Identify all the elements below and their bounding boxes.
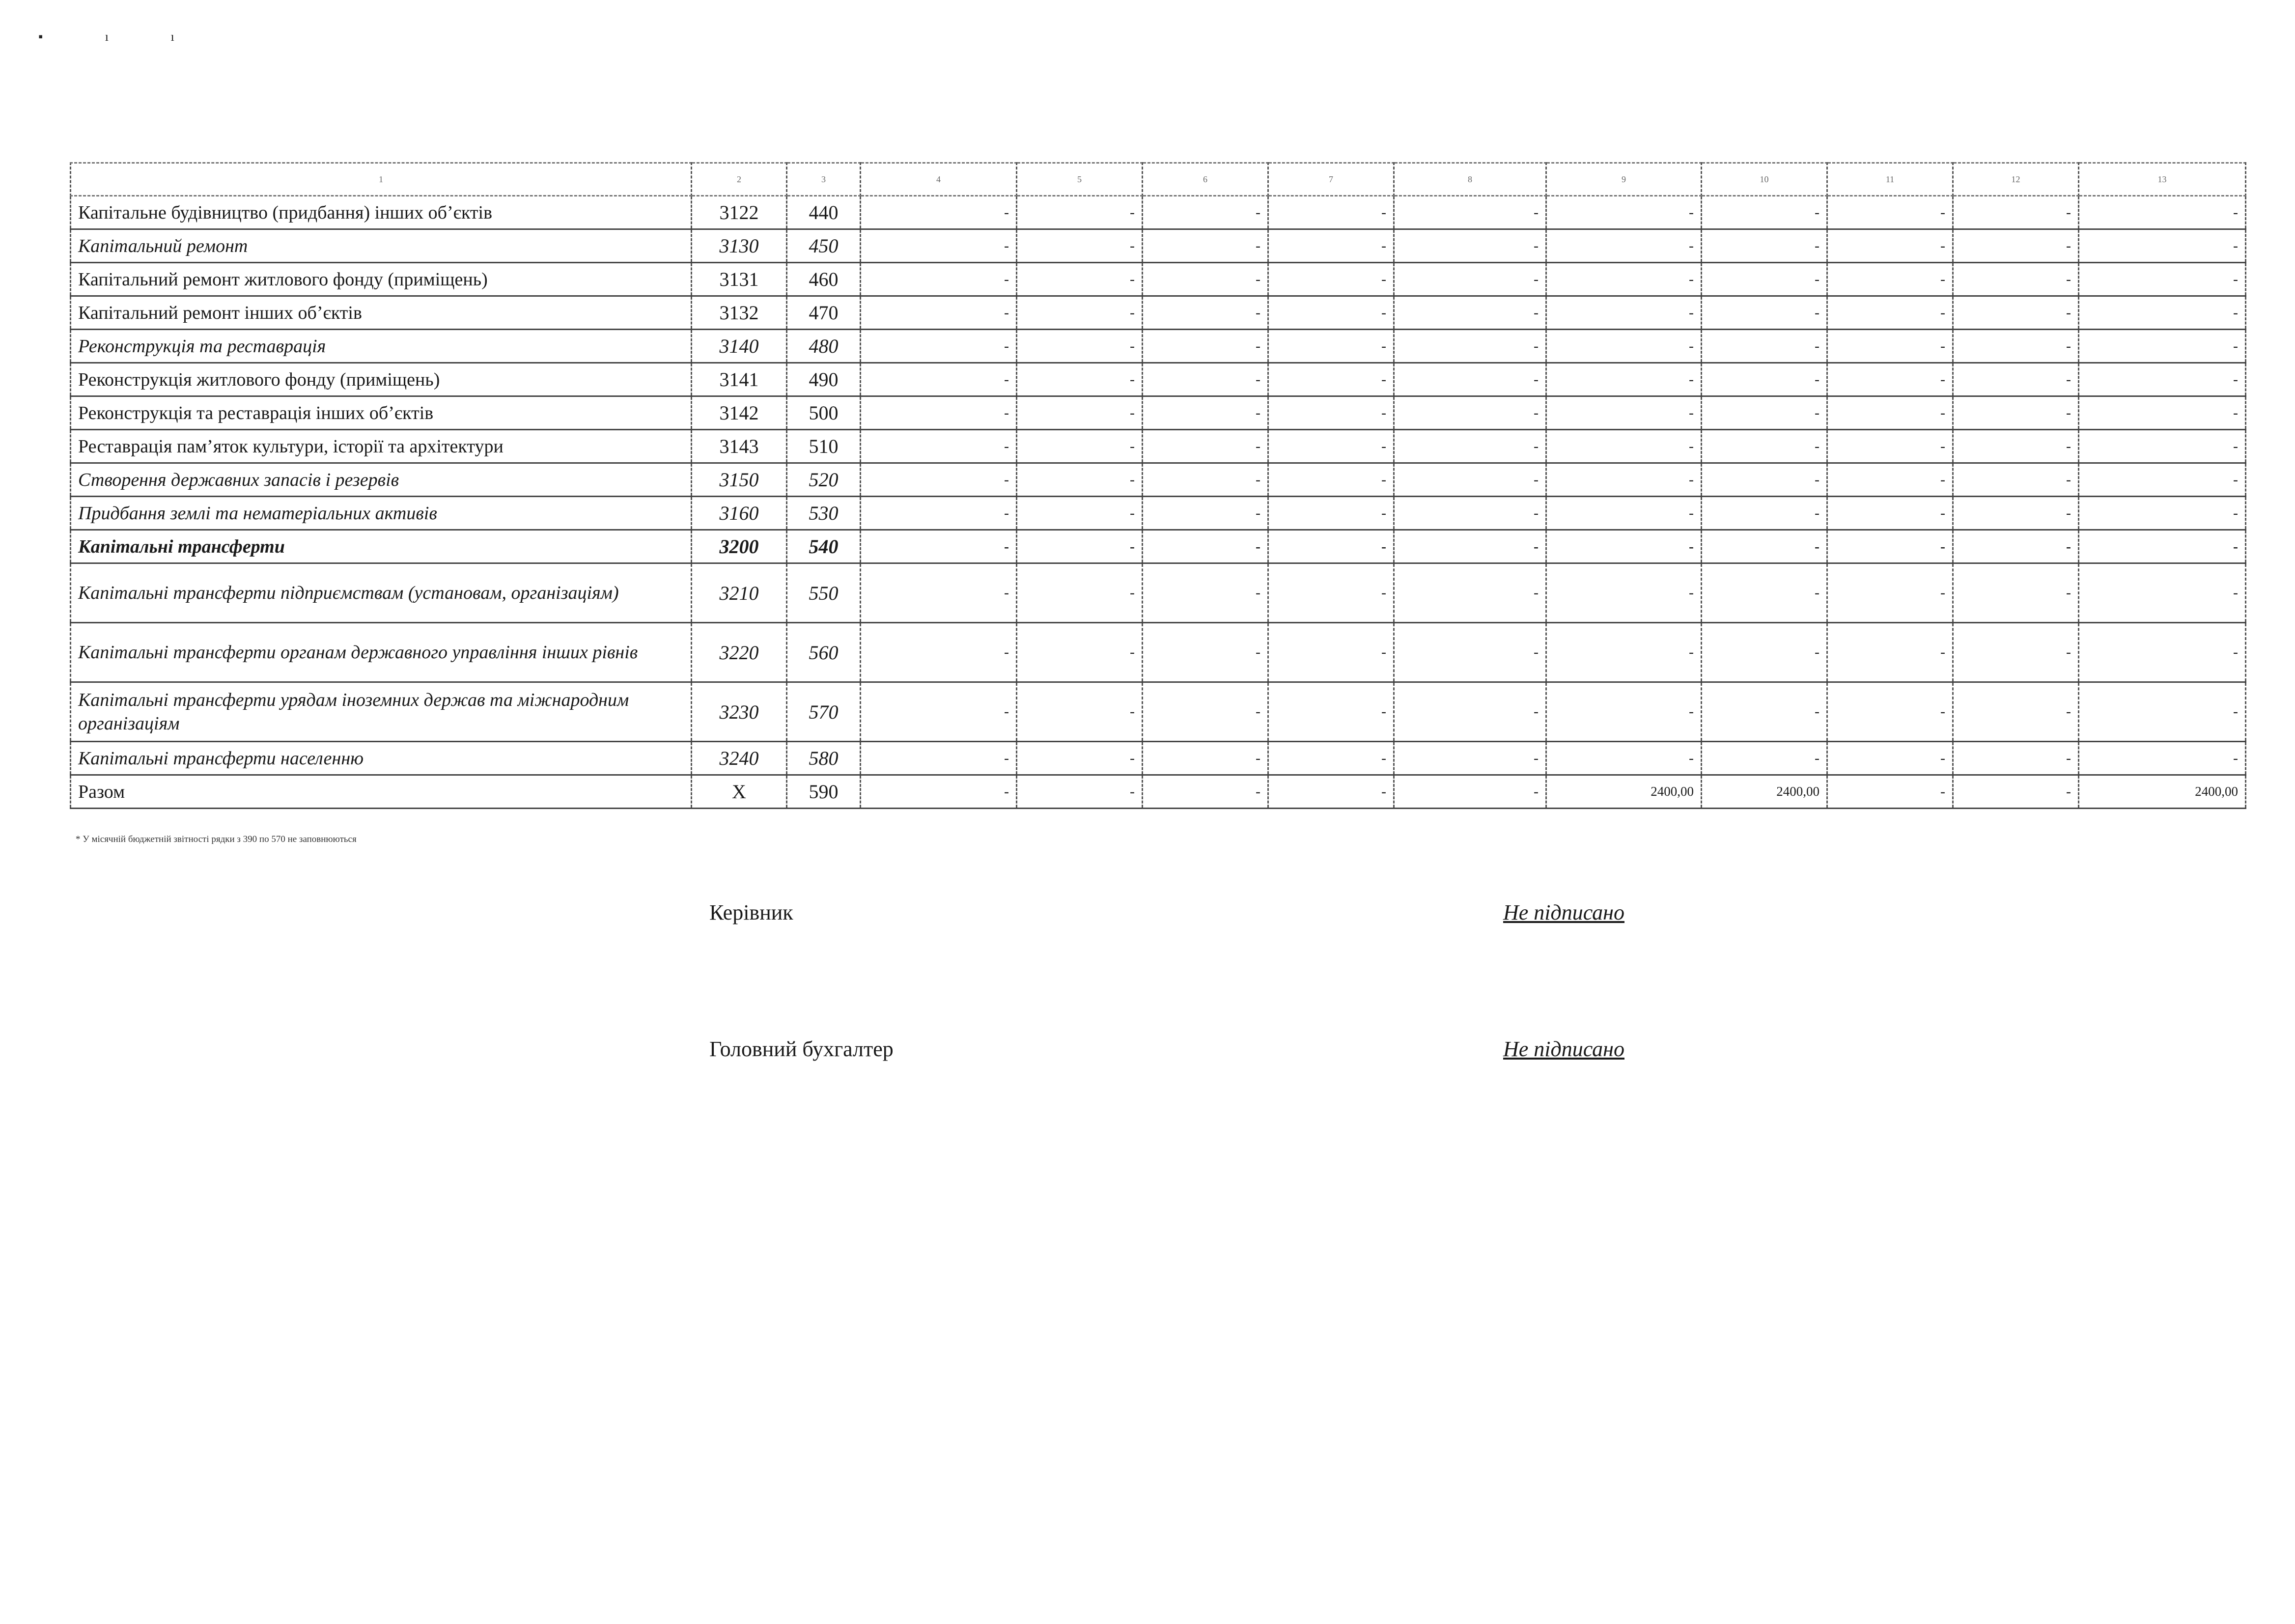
- value-cell: -: [2079, 229, 2246, 263]
- value-cell: -: [2079, 682, 2246, 742]
- value-cell: -: [2079, 330, 2246, 363]
- table-row: [71, 296, 2246, 330]
- value-cell: -: [1827, 530, 1953, 563]
- value-cell: 2400,00: [2079, 775, 2246, 809]
- value-cell: -: [1143, 396, 1268, 430]
- value-cell: -: [1017, 682, 1143, 742]
- value-cell: -: [1827, 296, 1953, 330]
- value-cell: -: [1953, 196, 2079, 229]
- value-cell: -: [2079, 530, 2246, 563]
- value-cell: -: [1394, 530, 1546, 563]
- value-cell: -: [1143, 775, 1268, 809]
- row-name: Придбання землі та нематеріальних активів: [71, 497, 692, 530]
- column-number-row: [71, 163, 2246, 196]
- value-cell: -: [1827, 196, 1953, 229]
- row-name: Капітальні трансферти органам державного управління інших рівнів: [71, 623, 692, 682]
- value-cell: -: [1827, 229, 1953, 263]
- table-row: [71, 196, 2246, 229]
- value-cell: -: [1702, 497, 1827, 530]
- value-cell: -: [1827, 263, 1953, 296]
- value-cell: -: [861, 330, 1017, 363]
- column-number: 10: [1702, 163, 1827, 196]
- row-name: Створення державних запасів і резервів: [71, 463, 692, 497]
- value-cell: -: [1394, 363, 1546, 396]
- value-cell: -: [1546, 430, 1702, 463]
- value-cell: -: [1143, 363, 1268, 396]
- value-cell: -: [1827, 742, 1953, 775]
- value-cell: -: [1268, 196, 1394, 229]
- value-cell: -: [1017, 463, 1143, 497]
- director-label: Керівник: [709, 900, 793, 924]
- value-cell: -: [1394, 775, 1546, 809]
- value-cell: -: [1953, 296, 2079, 330]
- value-cell: -: [1702, 263, 1827, 296]
- column-number: 3: [787, 163, 861, 196]
- value-cell: -: [1394, 497, 1546, 530]
- value-cell: -: [1268, 263, 1394, 296]
- value-cell: -: [1394, 563, 1546, 623]
- value-cell: -: [1394, 330, 1546, 363]
- footnote: * У місячній бюджетній звітності рядки з 390 по 570 не заповнюються: [76, 834, 357, 844]
- column-number: 13: [2079, 163, 2246, 196]
- table-row: [71, 497, 2246, 530]
- value-cell: -: [1546, 682, 1702, 742]
- value-cell: -: [1394, 229, 1546, 263]
- value-cell: -: [1017, 363, 1143, 396]
- value-cell: -: [1268, 563, 1394, 623]
- row-kekv-code: 3160: [692, 497, 787, 530]
- value-cell: -: [861, 263, 1017, 296]
- row-name: Капітальні трансферти підприємствам (установам, організаціям): [71, 563, 692, 623]
- value-cell: -: [1143, 563, 1268, 623]
- value-cell: -: [1702, 196, 1827, 229]
- value-cell: -: [1702, 742, 1827, 775]
- value-cell: -: [1546, 330, 1702, 363]
- value-cell: -: [2079, 263, 2246, 296]
- value-cell: -: [1953, 682, 2079, 742]
- value-cell: -: [861, 296, 1017, 330]
- table-row: [71, 363, 2246, 396]
- value-cell: -: [861, 530, 1017, 563]
- row-kekv-code: 3220: [692, 623, 787, 682]
- value-cell: -: [1546, 530, 1702, 563]
- value-cell: -: [1017, 263, 1143, 296]
- value-cell: -: [1268, 463, 1394, 497]
- value-cell: -: [1953, 363, 2079, 396]
- value-cell: -: [1268, 396, 1394, 430]
- row-name: Капітальний ремонт: [71, 229, 692, 263]
- value-cell: -: [861, 563, 1017, 623]
- row-name: Капітальні трансферти населенню: [71, 742, 692, 775]
- value-cell: -: [1827, 623, 1953, 682]
- table-row: [71, 396, 2246, 430]
- value-cell: -: [1143, 330, 1268, 363]
- value-cell: -: [1546, 563, 1702, 623]
- value-cell: -: [1546, 497, 1702, 530]
- value-cell: -: [1143, 463, 1268, 497]
- row-name: Капітальні трансферти: [71, 530, 692, 563]
- value-cell: -: [1546, 396, 1702, 430]
- row-line-code: 590: [787, 775, 861, 809]
- value-cell: -: [1017, 196, 1143, 229]
- value-cell: -: [1953, 623, 2079, 682]
- value-cell: -: [1017, 530, 1143, 563]
- row-name: Разом: [71, 775, 692, 809]
- value-cell: -: [1827, 363, 1953, 396]
- value-cell: -: [1702, 463, 1827, 497]
- row-name: Капітальні трансферти урядам іноземних держав та міжнародним організаціям: [71, 682, 692, 742]
- value-cell: -: [1702, 682, 1827, 742]
- value-cell: -: [861, 396, 1017, 430]
- value-cell: -: [1143, 263, 1268, 296]
- value-cell: -: [1268, 682, 1394, 742]
- director-signature-status: Не підписано: [1503, 900, 1625, 924]
- row-kekv-code: 3122: [692, 196, 787, 229]
- value-cell: -: [1953, 396, 2079, 430]
- value-cell: -: [1143, 497, 1268, 530]
- value-cell: -: [1394, 296, 1546, 330]
- column-number: 1: [71, 163, 692, 196]
- value-cell: -: [1017, 430, 1143, 463]
- row-name: Капітальне будівництво (придбання) інших об’єктів: [71, 196, 692, 229]
- value-cell: -: [1702, 530, 1827, 563]
- value-cell: -: [1394, 430, 1546, 463]
- value-cell: -: [1702, 363, 1827, 396]
- value-cell: -: [1546, 742, 1702, 775]
- value-cell: -: [1268, 775, 1394, 809]
- row-line-code: 550: [787, 563, 861, 623]
- value-cell: -: [1394, 742, 1546, 775]
- row-kekv-code: 3131: [692, 263, 787, 296]
- value-cell: -: [1017, 775, 1143, 809]
- row-name: Капітальний ремонт житлового фонду (приміщень): [71, 263, 692, 296]
- value-cell: -: [1827, 330, 1953, 363]
- column-number: 11: [1827, 163, 1953, 196]
- table-row: [71, 263, 2246, 296]
- value-cell: 2400,00: [1546, 775, 1702, 809]
- value-cell: -: [1394, 263, 1546, 296]
- value-cell: -: [1143, 196, 1268, 229]
- value-cell: -: [1953, 530, 2079, 563]
- value-cell: -: [1953, 463, 2079, 497]
- value-cell: -: [1827, 430, 1953, 463]
- value-cell: -: [1546, 196, 1702, 229]
- value-cell: -: [1143, 430, 1268, 463]
- row-kekv-code: 3200: [692, 530, 787, 563]
- value-cell: -: [2079, 463, 2246, 497]
- value-cell: -: [1394, 682, 1546, 742]
- table-row: [71, 623, 2246, 682]
- chief-accountant-label: Головний бухгалтер: [709, 1037, 894, 1061]
- value-cell: -: [1953, 430, 2079, 463]
- row-line-code: 540: [787, 530, 861, 563]
- row-kekv-code: X: [692, 775, 787, 809]
- value-cell: -: [1827, 775, 1953, 809]
- value-cell: -: [2079, 430, 2246, 463]
- value-cell: -: [1143, 530, 1268, 563]
- value-cell: -: [1702, 296, 1827, 330]
- value-cell: -: [1268, 330, 1394, 363]
- row-line-code: 480: [787, 330, 861, 363]
- value-cell: -: [1394, 623, 1546, 682]
- value-cell: -: [1827, 463, 1953, 497]
- value-cell: -: [2079, 623, 2246, 682]
- value-cell: -: [1143, 229, 1268, 263]
- column-number: 2: [692, 163, 787, 196]
- value-cell: -: [861, 497, 1017, 530]
- table-row: [71, 742, 2246, 775]
- table-row: [71, 330, 2246, 363]
- value-cell: -: [2079, 742, 2246, 775]
- row-kekv-code: 3150: [692, 463, 787, 497]
- value-cell: -: [1268, 742, 1394, 775]
- table-row: [71, 563, 2246, 623]
- value-cell: -: [2079, 497, 2246, 530]
- value-cell: -: [1953, 563, 2079, 623]
- row-line-code: 560: [787, 623, 861, 682]
- value-cell: -: [1953, 263, 2079, 296]
- row-line-code: 520: [787, 463, 861, 497]
- value-cell: -: [2079, 363, 2246, 396]
- column-number: 6: [1143, 163, 1268, 196]
- value-cell: -: [1268, 363, 1394, 396]
- row-name: Реконструкція та реставрація: [71, 330, 692, 363]
- value-cell: -: [2079, 563, 2246, 623]
- row-name: Реконструкція житлового фонду (приміщень): [71, 363, 692, 396]
- value-cell: -: [861, 463, 1017, 497]
- value-cell: -: [1017, 563, 1143, 623]
- row-line-code: 490: [787, 363, 861, 396]
- row-kekv-code: 3143: [692, 430, 787, 463]
- table-row: [71, 530, 2246, 563]
- value-cell: -: [861, 363, 1017, 396]
- column-number: 9: [1546, 163, 1702, 196]
- value-cell: -: [1143, 623, 1268, 682]
- value-cell: -: [1143, 742, 1268, 775]
- value-cell: -: [1546, 296, 1702, 330]
- value-cell: -: [1827, 682, 1953, 742]
- value-cell: -: [1017, 296, 1143, 330]
- value-cell: -: [1017, 330, 1143, 363]
- value-cell: -: [1953, 497, 2079, 530]
- row-kekv-code: 3140: [692, 330, 787, 363]
- column-number: 5: [1017, 163, 1143, 196]
- value-cell: -: [1394, 196, 1546, 229]
- value-cell: -: [2079, 196, 2246, 229]
- value-cell: -: [861, 682, 1017, 742]
- value-cell: -: [2079, 396, 2246, 430]
- value-cell: -: [1953, 330, 2079, 363]
- row-line-code: 530: [787, 497, 861, 530]
- table-row: [71, 229, 2246, 263]
- value-cell: -: [1268, 430, 1394, 463]
- value-cell: -: [1017, 623, 1143, 682]
- row-kekv-code: 3210: [692, 563, 787, 623]
- value-cell: -: [1953, 775, 2079, 809]
- row-line-code: 440: [787, 196, 861, 229]
- value-cell: -: [861, 430, 1017, 463]
- value-cell: -: [861, 742, 1017, 775]
- value-cell: -: [1827, 396, 1953, 430]
- row-line-code: 450: [787, 229, 861, 263]
- chief-accountant-signature-status: Не підписано: [1503, 1037, 1625, 1061]
- value-cell: -: [1546, 229, 1702, 263]
- value-cell: -: [1702, 430, 1827, 463]
- value-cell: -: [1702, 396, 1827, 430]
- row-line-code: 470: [787, 296, 861, 330]
- column-number: 4: [861, 163, 1017, 196]
- table-row: [71, 775, 2246, 809]
- value-cell: -: [1546, 623, 1702, 682]
- value-cell: -: [1143, 296, 1268, 330]
- value-cell: -: [861, 775, 1017, 809]
- value-cell: -: [861, 623, 1017, 682]
- value-cell: -: [1268, 497, 1394, 530]
- row-kekv-code: 3240: [692, 742, 787, 775]
- column-number: 12: [1953, 163, 2079, 196]
- row-line-code: 500: [787, 396, 861, 430]
- value-cell: -: [861, 196, 1017, 229]
- row-name: Реставрація пам’яток культури, історії та архітектури: [71, 430, 692, 463]
- column-number: 8: [1394, 163, 1546, 196]
- row-line-code: 510: [787, 430, 861, 463]
- value-cell: -: [1017, 229, 1143, 263]
- value-cell: -: [1702, 229, 1827, 263]
- row-kekv-code: 3142: [692, 396, 787, 430]
- value-cell: -: [1394, 396, 1546, 430]
- value-cell: 2400,00: [1702, 775, 1827, 809]
- value-cell: -: [1827, 563, 1953, 623]
- value-cell: -: [1394, 463, 1546, 497]
- table-row: [71, 682, 2246, 742]
- value-cell: -: [1546, 363, 1702, 396]
- value-cell: -: [1017, 497, 1143, 530]
- value-cell: -: [1702, 623, 1827, 682]
- value-cell: -: [2079, 296, 2246, 330]
- value-cell: -: [1017, 396, 1143, 430]
- row-line-code: 460: [787, 263, 861, 296]
- row-kekv-code: 3132: [692, 296, 787, 330]
- row-kekv-code: 3130: [692, 229, 787, 263]
- value-cell: -: [1017, 742, 1143, 775]
- value-cell: -: [1268, 296, 1394, 330]
- value-cell: -: [1268, 229, 1394, 263]
- value-cell: -: [1953, 229, 2079, 263]
- table-row: [71, 430, 2246, 463]
- value-cell: -: [1546, 463, 1702, 497]
- value-cell: -: [1827, 497, 1953, 530]
- value-cell: -: [1546, 263, 1702, 296]
- value-cell: -: [861, 229, 1017, 263]
- value-cell: -: [1268, 530, 1394, 563]
- value-cell: -: [1268, 623, 1394, 682]
- row-kekv-code: 3230: [692, 682, 787, 742]
- value-cell: -: [1953, 742, 2079, 775]
- scan-corner-marks: ▪ ı ı: [38, 29, 204, 44]
- capital-expenditure-table: [70, 162, 2246, 809]
- row-line-code: 570: [787, 682, 861, 742]
- row-name: Реконструкція та реставрація інших об’єктів: [71, 396, 692, 430]
- table-row: [71, 463, 2246, 497]
- column-number: 7: [1268, 163, 1394, 196]
- value-cell: -: [1143, 682, 1268, 742]
- value-cell: -: [1702, 563, 1827, 623]
- row-line-code: 580: [787, 742, 861, 775]
- row-kekv-code: 3141: [692, 363, 787, 396]
- value-cell: -: [1702, 330, 1827, 363]
- row-name: Капітальний ремонт інших об’єктів: [71, 296, 692, 330]
